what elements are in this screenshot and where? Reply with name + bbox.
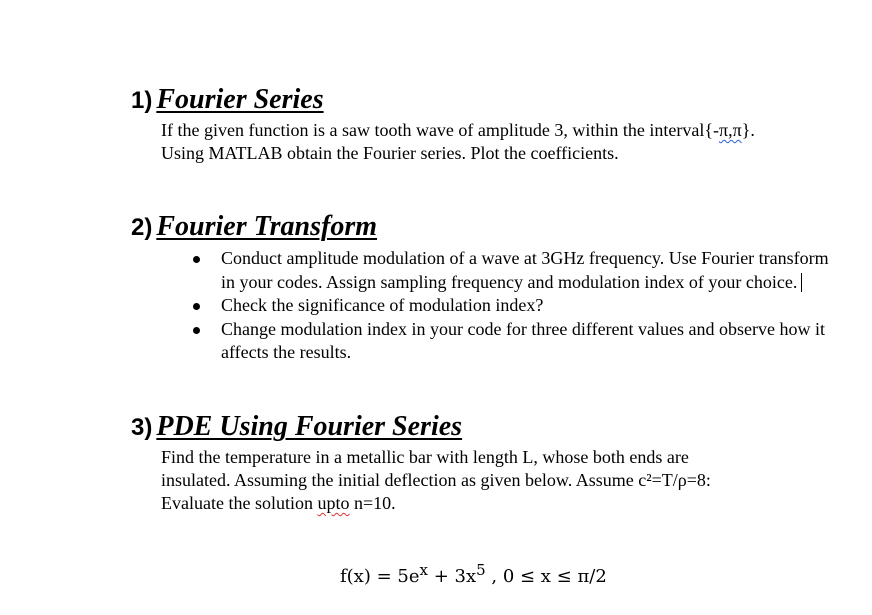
equation-mid: + 3x — [427, 566, 477, 587]
section-3-number: 3) — [131, 414, 153, 441]
section-1-title: Fourier Series — [156, 84, 324, 115]
section-3-body — [161, 446, 711, 515]
list-item — [190, 318, 831, 365]
section-1-line-1-text: If the given function is a saw tooth wave of amplitude 3, within the interval{- — [161, 120, 719, 140]
section-3-line-1: Find the temperature in a metallic bar with length L, whose both ends are — [161, 447, 689, 467]
section-1-line-1 — [161, 119, 755, 142]
section-3-line-3-text: Evaluate the solution — [161, 493, 318, 513]
section-3-line-2: insulated. Assuming the initial deflection as given below. Assume c²=T/ρ=8: — [161, 470, 711, 490]
section-3-title: PDE Using Fourier Series — [156, 411, 463, 442]
section-1-line-1-end: }. — [741, 120, 755, 140]
section-1-line-2: Using MATLAB obtain the Fourier series. Plot the coefficients. — [161, 143, 619, 163]
equation — [340, 561, 607, 587]
list-item — [190, 247, 831, 294]
section-2-title: Fourier Transform — [156, 211, 378, 242]
section-1-heading — [131, 86, 324, 114]
equation-rhs: , 0 ≤ x ≤ π/2 — [485, 566, 607, 587]
section-3-heading — [131, 413, 462, 441]
equation-exponent-2: 5 — [476, 561, 486, 579]
list-item — [190, 294, 831, 318]
section-2-bullet-list — [190, 247, 831, 365]
text-cursor — [801, 273, 802, 292]
equation-lhs: f(x) = 5e — [340, 566, 420, 587]
spellcheck-marked-upto[interactable]: upto — [317, 493, 350, 513]
equation-exponent-1: x — [419, 561, 428, 579]
bullet-text-2: Check the significance of modulation index? — [221, 295, 544, 315]
bullet-text-1: Conduct amplitude modulation of a wave at 3GHz frequency. Use Fourier transform in your codes. Assign sampling frequency and modulation index of your choice. — [221, 248, 829, 292]
section-1-number: 1) — [131, 87, 153, 114]
section-2-heading — [131, 213, 377, 241]
section-3-line-3-end: n=10. — [349, 493, 396, 513]
section-2-number: 2) — [131, 214, 153, 241]
section-3-line-3 — [161, 492, 711, 515]
bullet-text-3: Change modulation index in your code for three different values and observe how it affects the results. — [221, 318, 825, 362]
spellcheck-marked-interval[interactable]: π,π — [719, 120, 742, 140]
section-1-body — [161, 119, 755, 165]
